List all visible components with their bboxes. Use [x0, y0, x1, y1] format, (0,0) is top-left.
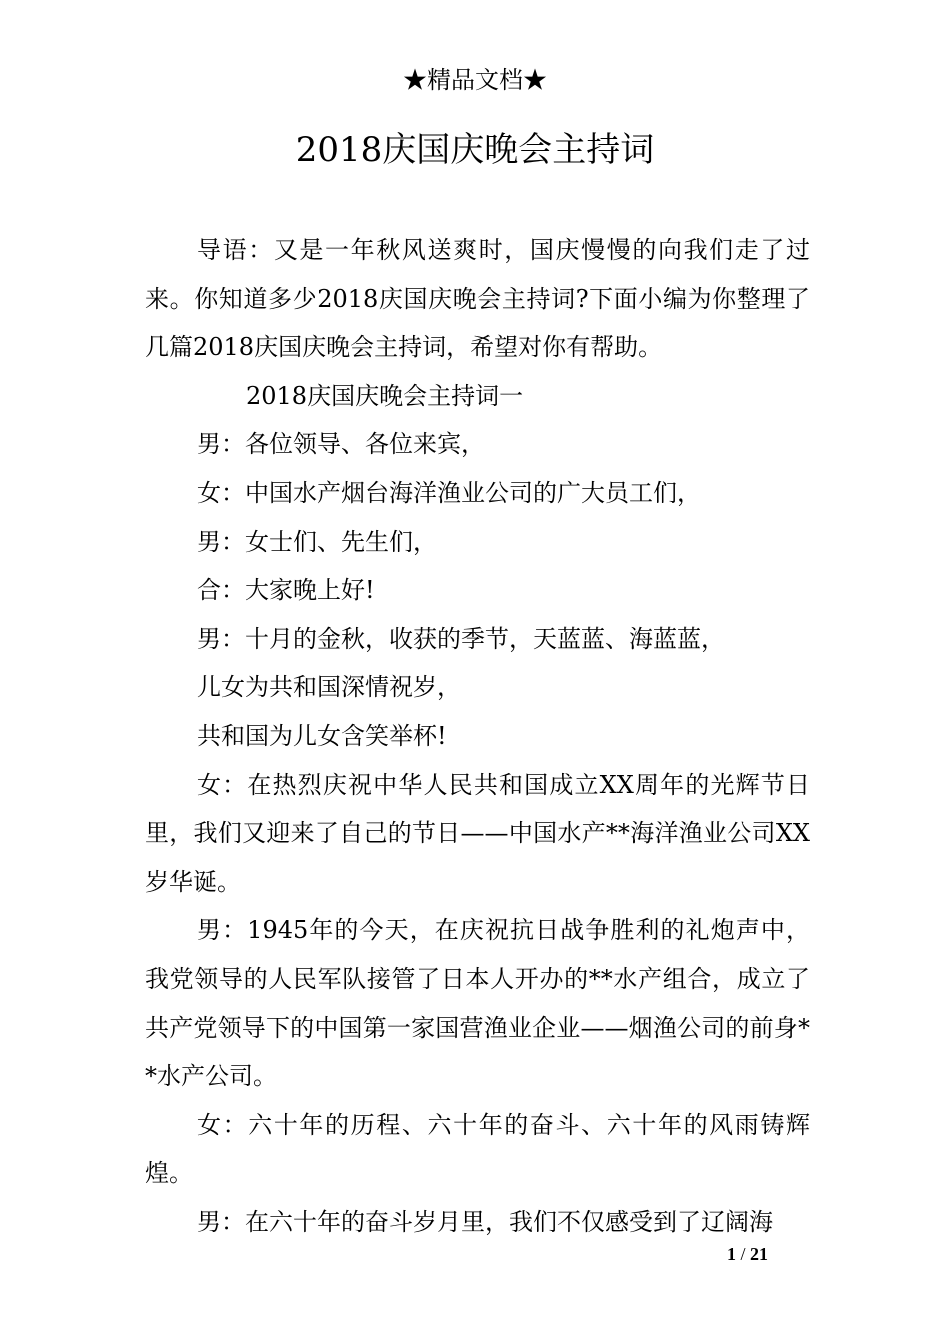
- paragraph-intro: 导语：又是一年秋风送爽时，国庆慢慢的向我们走了过来。你知道多少2018庆国庆晚会主持词?下面小编为你整理了几篇2018庆国庆晚会主持词，希望对你有帮助。: [145, 236, 810, 362]
- page-current: 1: [727, 1244, 736, 1264]
- paragraph: 男：十月的金秋，收获的季节，天蓝蓝、海蓝蓝，: [197, 624, 725, 653]
- paragraph: 合：大家晚上好!: [197, 576, 375, 605]
- paragraph: 共和国为儿女含笑举杯!: [197, 721, 447, 750]
- paragraph: 男：女士们、先生们，: [197, 527, 437, 556]
- paragraph: 男：在六十年的奋斗岁月里，我们不仅感受到了辽阔海: [197, 1207, 773, 1236]
- header-mark: ★精品文档★: [403, 66, 547, 94]
- document-title: 2018庆国庆晚会主持词: [295, 130, 655, 170]
- page-number: [727, 1243, 768, 1265]
- paragraph: 女：中国水产烟台海洋渔业公司的广大员工们，: [197, 478, 701, 507]
- paragraph: 儿女为共和国深情祝岁，: [197, 673, 461, 702]
- page-separator: /: [736, 1244, 751, 1264]
- document-body: [145, 226, 810, 1246]
- paragraph: 女：六十年的历程、六十年的奋斗、六十年的风雨铸辉煌。: [145, 1110, 810, 1188]
- section-heading: 2018庆国庆晚会主持词一: [246, 381, 524, 410]
- paragraph: 女：在热烈庆祝中华人民共和国成立XX周年的光辉节日里，我们又迎来了自己的节日——中国水产**海洋渔业公司XX岁华诞。: [145, 770, 810, 896]
- paragraph: 男：各位领导、各位来宾，: [197, 430, 485, 459]
- paragraph: 男：1945年的今天，在庆祝抗日战争胜利的礼炮声中，我党领导的人民军队接管了日本人开办的**水产组合，成立了共产党领导下的中国第一家国营渔业企业——烟渔公司的前身**水产公司。: [145, 916, 810, 1091]
- page-total: 21: [750, 1244, 769, 1264]
